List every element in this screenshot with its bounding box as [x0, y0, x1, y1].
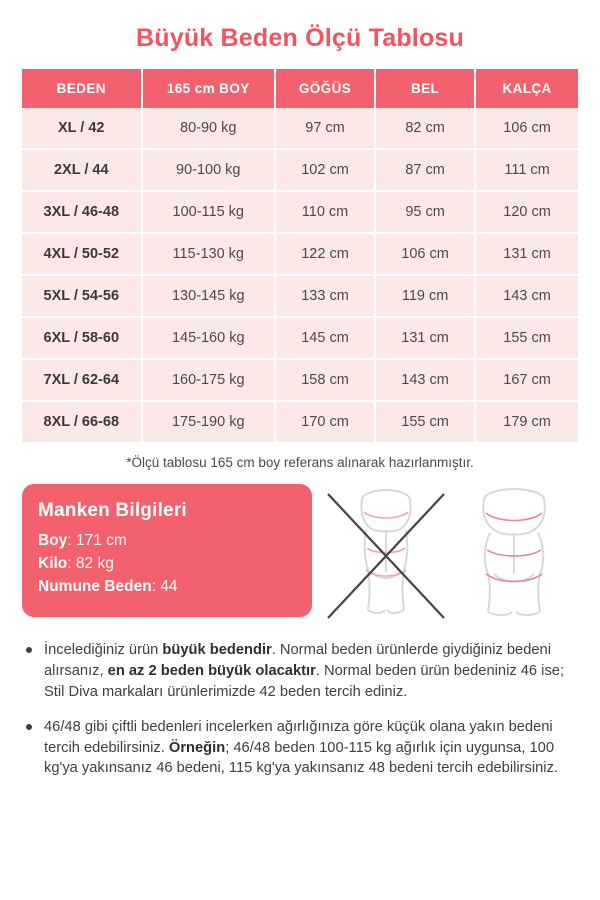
table-cell-value: 95 cm: [375, 191, 475, 233]
table-cell-value: 90-100 kg: [142, 149, 275, 191]
table-cell-value: 82 cm: [375, 108, 475, 149]
size-chart-table: [22, 69, 578, 442]
table-cell-value: 143 cm: [375, 359, 475, 401]
table-cell-size: 2XL / 44: [22, 149, 142, 191]
table-cell-size: 6XL / 58-60: [22, 317, 142, 359]
table-cell-value: 143 cm: [475, 275, 578, 317]
model-and-figures: [22, 484, 578, 624]
table-cell-value: 175-190 kg: [142, 401, 275, 442]
table-cell-value: 170 cm: [275, 401, 375, 442]
table-row: [22, 108, 578, 149]
plus-figure-wrapper: [450, 486, 578, 626]
list-item: [22, 717, 578, 780]
plus-size-body-figure-icon: [450, 486, 578, 626]
table-cell-value: 115-130 kg: [142, 233, 275, 275]
body-text: İncelediğiniz ürün: [44, 642, 163, 658]
table-row: [22, 149, 578, 191]
model-info-card: [22, 484, 312, 617]
model-height-row: Boy: 171 cm: [38, 532, 127, 549]
table-row: [22, 191, 578, 233]
model-height-label: Boy: [38, 532, 68, 549]
column-header-gogus: GÖĞÜS: [275, 69, 375, 108]
model-weight-label: Kilo: [38, 555, 68, 572]
table-cell-value: 155 cm: [475, 317, 578, 359]
emphasis-text: büyük bedendir: [162, 642, 272, 658]
table-cell-value: 119 cm: [375, 275, 475, 317]
model-sample-size-label: Numune Beden: [38, 578, 152, 595]
table-cell-value: 160-175 kg: [142, 359, 275, 401]
table-cell-value: 131 cm: [475, 233, 578, 275]
table-footnote: *Ölçü tablosu 165 cm boy referans alınarak hazırlanmıştır.: [126, 455, 474, 470]
body-text: . Normal beden ürünlerde giydiğiniz bedeni alırsanız,: [44, 642, 551, 679]
table-cell-value: 167 cm: [475, 359, 578, 401]
body-text: 46/48 gibi çiftli bedenleri incelerken ağırlığınıza göre küçük olana yakın bedeni tercih edebilirsiniz.: [44, 718, 553, 756]
table-cell-value: 133 cm: [275, 275, 375, 317]
table-cell-value: 130-145 kg: [142, 275, 275, 317]
table-row: [22, 359, 578, 401]
column-header-kalca: KALÇA: [475, 69, 578, 108]
table-cell-value: 97 cm: [275, 108, 375, 149]
body-text: ; 46/48 beden 100-115 kg ağırlık için uygunsa, 100 kg'ya yakınsanız 46 bedeni, 115 kg'ya yakınsanız 48 bedeni tercih edebilirsiniz.: [44, 739, 558, 777]
table-cell-value: 100-115 kg: [142, 191, 275, 233]
model-info-heading: Manken Bilgileri: [38, 500, 187, 521]
table-row: [22, 275, 578, 317]
model-weight-row: Kilo: 82 kg: [38, 555, 114, 572]
emphasis-text: Örneğin: [168, 739, 226, 756]
emphasis-text: en az 2 beden büyük olacaktır: [107, 662, 316, 679]
body-text: . Normal beden ürün bedeniniz 46 ise; Stil Diva markaları ürünlerimizde 42 beden tercih ediniz.: [44, 662, 565, 700]
column-header-beden: BEDEN: [22, 69, 142, 108]
table-row: [22, 401, 578, 442]
table-cell-size: 5XL / 54-56: [22, 275, 142, 317]
table-cell-value: 80-90 kg: [142, 108, 275, 149]
table-cell-value: 87 cm: [375, 149, 475, 191]
list-item: [22, 640, 578, 703]
table-cell-value: 179 cm: [475, 401, 578, 442]
model-sample-size-value: 44: [160, 578, 178, 595]
slim-figure-wrapper: [322, 486, 450, 626]
table-cell-value: 102 cm: [275, 149, 375, 191]
page-title: Büyük Beden Ölçü Tablosu: [136, 24, 464, 52]
column-header-boy: 165 cm BOY: [142, 69, 275, 108]
table-cell-value: 110 cm: [275, 191, 375, 233]
model-height-value: 171 cm: [75, 532, 127, 549]
table-cell-value: 155 cm: [375, 401, 475, 442]
table-cell-size: 3XL / 46-48: [22, 191, 142, 233]
table-row: [22, 233, 578, 275]
table-cell-value: 131 cm: [375, 317, 475, 359]
model-sample-size-row: Numune Beden: 44: [38, 578, 178, 595]
table-header-row: [22, 69, 578, 108]
guidance-list: [22, 640, 578, 779]
model-weight-value: 82 kg: [75, 555, 114, 572]
table-cell-value: 145-160 kg: [142, 317, 275, 359]
table-cell-value: 158 cm: [275, 359, 375, 401]
table-cell-value: 120 cm: [475, 191, 578, 233]
table-cell-size: 4XL / 50-52: [22, 233, 142, 275]
column-header-bel: BEL: [375, 69, 475, 108]
table-row: [22, 317, 578, 359]
body-figures: [322, 484, 578, 624]
table-cell-size: 8XL / 66-68: [22, 401, 142, 442]
table-cell-value: 122 cm: [275, 233, 375, 275]
table-cell-size: XL / 42: [22, 108, 142, 149]
slim-body-figure-icon: [322, 486, 450, 626]
table-cell-value: 106 cm: [375, 233, 475, 275]
table-cell-value: 145 cm: [275, 317, 375, 359]
table-cell-size: 7XL / 62-64: [22, 359, 142, 401]
table-cell-value: 106 cm: [475, 108, 578, 149]
table-cell-value: 111 cm: [475, 149, 578, 191]
